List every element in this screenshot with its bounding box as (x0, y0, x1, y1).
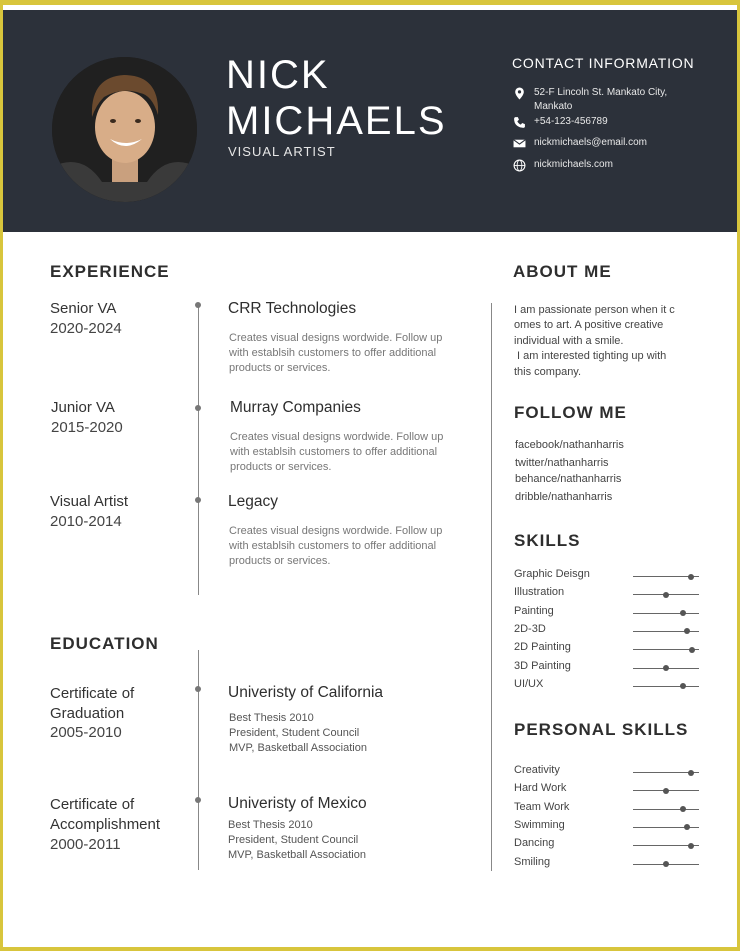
education-details (228, 818, 428, 863)
education-detail: President, Student Council (228, 834, 359, 846)
job-title: Junior VA (51, 399, 115, 416)
job-years: 2020-2024 (50, 320, 122, 337)
job-years: 2015-2020 (51, 419, 123, 436)
contact-address-text: 52-F Lincoln St. Mankato City, Mankato (534, 87, 668, 112)
education-detail: MVP, Basketball Association (229, 742, 367, 754)
header-banner (3, 10, 737, 232)
skill-rating-knob (663, 665, 669, 671)
certificate-title-line: Accomplishment (50, 816, 161, 833)
personal-skill-label: Swimming (514, 818, 565, 831)
personal-skill-rating-bar (633, 827, 699, 828)
about-line: omes to art. A positive creative (514, 319, 664, 332)
skills-heading: SKILLS (514, 531, 581, 550)
certificate-title (50, 795, 160, 835)
personal-skill-rating-knob (663, 788, 669, 794)
education-detail: MVP, Basketball Association (228, 849, 366, 861)
personal-skill-rating-bar (633, 864, 699, 865)
skill-rating-bar (633, 649, 699, 650)
contact-title: CONTACT INFORMATION (512, 55, 695, 71)
personal-skill-rating-bar (633, 790, 699, 791)
phone-icon (513, 116, 526, 129)
timeline-dot (195, 302, 201, 308)
job-description: Creates visual designs wordwide. Follow up with establsih customers to offer additional products or services. (230, 431, 444, 473)
personal-skill-label: Creativity (514, 764, 560, 776)
personal-skill-rating-knob (663, 861, 669, 867)
company-name: Legacy (228, 493, 278, 510)
about-text (514, 303, 694, 380)
skill-label: Graphic Deisgn (514, 568, 590, 580)
skill-rating-knob (684, 628, 690, 634)
personal-skill-rating-knob (684, 824, 690, 830)
job-title: Visual Artist (50, 493, 129, 510)
personal-skill-rating-knob (688, 770, 694, 776)
social-link[interactable]: behance/nathanharris (515, 473, 622, 485)
skill-label: UI/UX (514, 677, 544, 690)
personal-skill-rating-bar (633, 772, 699, 773)
personal-skill-label: Hard Work (514, 782, 567, 795)
education-detail: Best Thesis 2010 (228, 819, 313, 831)
personal-skill-label: Dancing (514, 837, 555, 850)
personal-skill-rating-bar (633, 809, 699, 810)
personal-skill-rating-knob (688, 843, 694, 849)
job-years: 2010-2014 (50, 513, 122, 530)
contact-phone (513, 115, 684, 129)
resume-page (3, 5, 737, 947)
skill-rating-bar (633, 686, 699, 687)
skill-label: Illustration (514, 586, 565, 599)
education-detail: President, Student Council (229, 727, 360, 739)
social-link[interactable]: dribble/nathanharris (515, 491, 613, 503)
skill-label: 2D Painting (514, 641, 571, 654)
skill-rating-bar (633, 594, 699, 595)
right-column-divider (491, 303, 492, 871)
skill-rating-bar (633, 668, 699, 669)
skill-rating-knob (688, 574, 694, 580)
globe-icon (513, 159, 526, 172)
company-name: CRR Technologies (228, 300, 357, 317)
skill-rating-bar (633, 613, 699, 614)
certificate-title-line: Certificate of (50, 685, 135, 702)
about-line: this company. (514, 365, 582, 378)
first-name: NICK (226, 53, 330, 97)
experience-heading: EXPERIENCE (50, 262, 170, 281)
contact-email-text: nickmichaels@email.com (534, 137, 647, 148)
job-title: Senior VA (50, 300, 117, 317)
skill-rating-bar (633, 631, 699, 632)
personal-skill-label: Smiling (514, 855, 551, 868)
about-line: individual with a smile. (514, 334, 624, 347)
education-heading: EDUCATION (50, 634, 159, 653)
education-detail: Best Thesis 2010 (229, 712, 314, 724)
job-description: Creates visual designs wordwide. Follow up with establsih customers to offer additional products or services. (229, 332, 443, 374)
contact-phone-text: +54-123-456789 (534, 116, 608, 127)
skill-rating-knob (680, 683, 686, 689)
personal-skills-heading: PERSONAL SKILLS (514, 720, 689, 739)
about-heading: ABOUT ME (513, 262, 612, 281)
follow-heading: FOLLOW ME (514, 403, 627, 422)
contact-email (513, 136, 684, 150)
education-details (229, 711, 429, 756)
school-name: Univeristy of California (228, 684, 384, 701)
skill-label: Painting (514, 604, 554, 617)
timeline-dot (195, 405, 201, 411)
social-link[interactable]: twitter/nathanharris (515, 457, 609, 469)
skill-rating-knob (663, 592, 669, 598)
timeline-dot (195, 797, 201, 803)
education-years: 2005-2010 (50, 724, 122, 741)
skill-rating-knob (680, 610, 686, 616)
skill-label: 2D-3D (514, 622, 546, 635)
contact-address (513, 86, 684, 114)
certificate-title-line: Graduation (50, 705, 125, 722)
envelope-icon (513, 137, 526, 150)
certificate-title (50, 684, 134, 724)
company-name: Murray Companies (230, 399, 361, 416)
skill-label: 3D Painting (514, 659, 571, 672)
skill-rating-bar (633, 576, 699, 577)
education-timeline (198, 650, 199, 870)
candidate-name (226, 52, 447, 144)
social-link[interactable]: facebook/nathanharris (515, 439, 624, 451)
personal-skill-label: Team Work (514, 800, 570, 813)
candidate-role: VISUAL ARTIST (228, 144, 336, 159)
education-years: 2000-2011 (50, 836, 121, 853)
skill-rating-knob (689, 647, 695, 653)
experience-timeline (198, 303, 199, 595)
profile-photo (52, 57, 197, 202)
school-name: Univeristy of Mexico (228, 795, 367, 812)
personal-skill-rating-bar (633, 845, 699, 846)
timeline-dot (195, 497, 201, 503)
contact-website (513, 158, 684, 172)
about-line: I am interested tighting up with (514, 350, 667, 363)
timeline-dot (195, 686, 201, 692)
contact-website-text: nickmichaels.com (534, 159, 613, 170)
certificate-title-line: Certificate of (50, 796, 135, 813)
location-pin-icon (513, 87, 526, 100)
personal-skill-rating-knob (680, 806, 686, 812)
about-line: I am passionate person when it c (514, 304, 675, 316)
job-description: Creates visual designs wordwide. Follow up with establsih customers to offer additional products or services. (229, 525, 443, 567)
last-name: MICHAELS (226, 99, 447, 143)
